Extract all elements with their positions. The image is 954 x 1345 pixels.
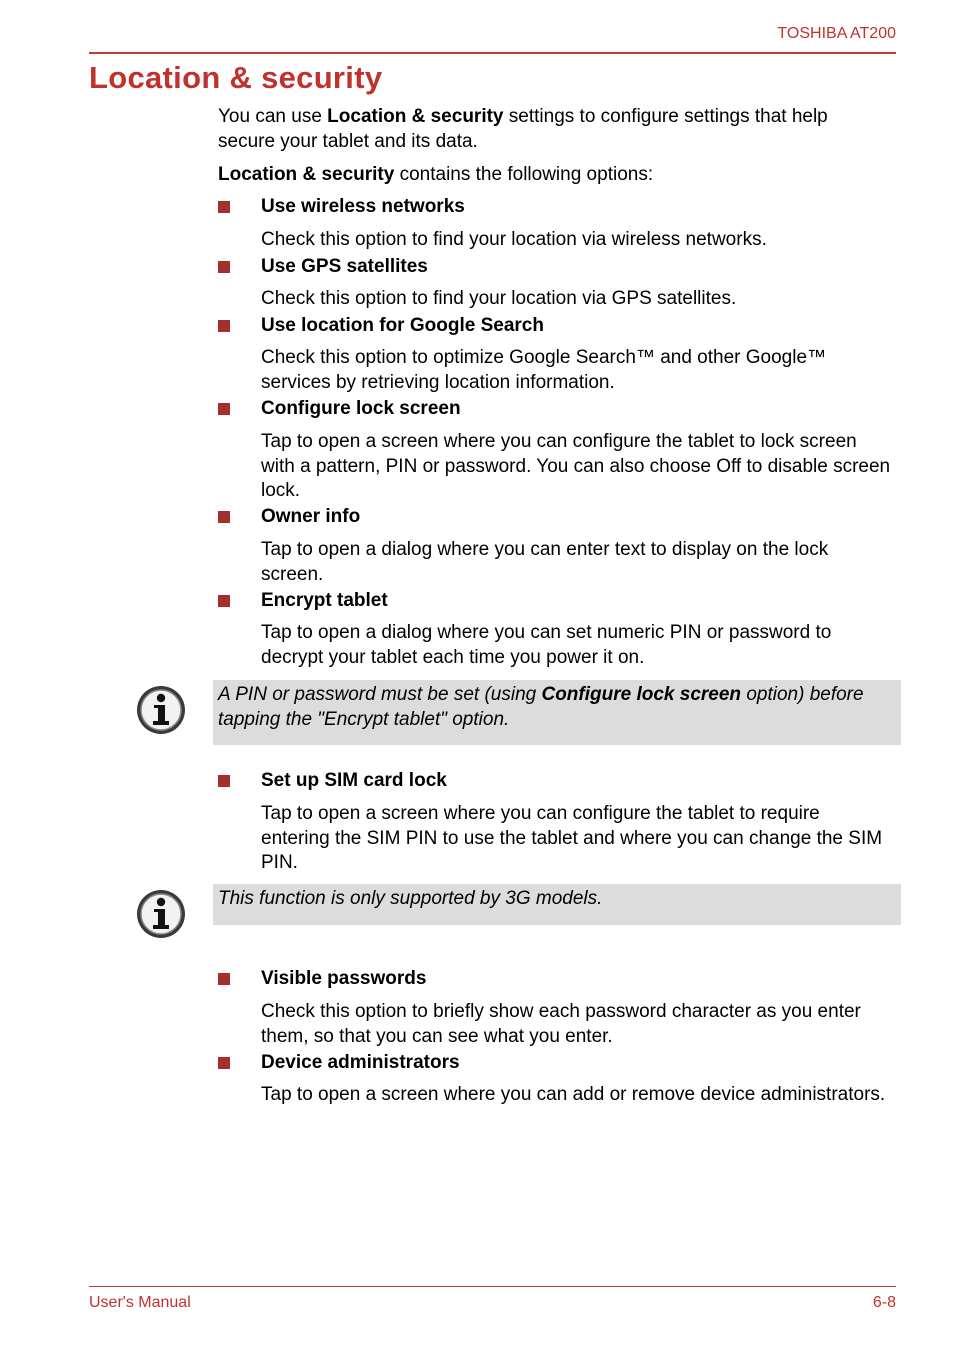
option-title: Encrypt tablet	[261, 590, 388, 611]
option-description: Tap to open a screen where you can configure the tablet to lock screen with a pattern, PIN or password. You can also choose Off to disable screen lock.	[261, 431, 891, 501]
option-title: Use location for Google Search	[261, 315, 544, 336]
option-description: Check this option to find your location via wireless networks.	[261, 229, 767, 250]
note-text	[218, 683, 888, 732]
options-intro	[218, 163, 888, 188]
footer-rule	[89, 1286, 896, 1287]
option-description: Check this option to find your location via GPS satellites.	[261, 288, 737, 309]
option-title: Device administrators	[261, 1052, 460, 1073]
intro-paragraph	[218, 105, 888, 154]
option-description: Tap to open a screen where you can configure the tablet to require entering the SIM PIN to use the tablet and where you can change the SIM PIN.	[261, 803, 883, 873]
info-icon	[135, 684, 187, 736]
note-text-post: option) before tapping the "Encrypt tablet" option.	[218, 684, 864, 730]
square-bullet-icon	[218, 973, 230, 985]
option-description: Tap to open a dialog where you can enter text to display on the lock screen.	[261, 539, 829, 585]
square-bullet-icon	[218, 775, 230, 787]
square-bullet-icon	[218, 1057, 230, 1069]
option-title: Use wireless networks	[261, 196, 465, 217]
option-title: Use GPS satellites	[261, 256, 428, 277]
square-bullet-icon	[218, 201, 230, 213]
note-text: This function is only supported by 3G models.	[218, 888, 603, 909]
option-description: Check this option to optimize Google Search™ and other Google™ services by retrieving location information.	[261, 347, 827, 393]
square-bullet-icon	[218, 511, 230, 523]
footer-manual-label: User's Manual	[89, 1294, 191, 1311]
option-title: Owner info	[261, 506, 361, 527]
intro-bold: Location & security	[327, 106, 504, 127]
option-description: Tap to open a dialog where you can set numeric PIN or password to decrypt your tablet each time you power it on.	[261, 622, 832, 668]
option-title: Configure lock screen	[261, 398, 461, 419]
option-description: Check this option to briefly show each password character as you enter them, so that you can see what you enter.	[261, 1001, 861, 1047]
square-bullet-icon	[218, 403, 230, 415]
option-title: Set up SIM card lock	[261, 770, 447, 791]
header-rule	[89, 52, 896, 54]
intro-text-post: settings to configure settings that help secure your tablet and its data.	[218, 106, 828, 152]
options-intro-text: contains the following options:	[394, 164, 654, 185]
options-intro-bold: Location & security	[218, 164, 395, 185]
page-title: Location & security	[89, 60, 383, 95]
info-icon	[135, 888, 187, 940]
option-title: Visible passwords	[261, 968, 427, 989]
header-brand: TOSHIBA AT200	[777, 25, 896, 42]
intro-text-pre: You can use	[218, 106, 328, 127]
square-bullet-icon	[218, 595, 230, 607]
page-number: 6-8	[872, 1294, 896, 1311]
note-text-bold: Configure lock screen	[541, 684, 742, 705]
square-bullet-icon	[218, 261, 230, 273]
note-text-pre: A PIN or password must be set (using	[218, 684, 542, 705]
option-description: Tap to open a screen where you can add or remove device administrators.	[261, 1084, 886, 1105]
square-bullet-icon	[218, 320, 230, 332]
